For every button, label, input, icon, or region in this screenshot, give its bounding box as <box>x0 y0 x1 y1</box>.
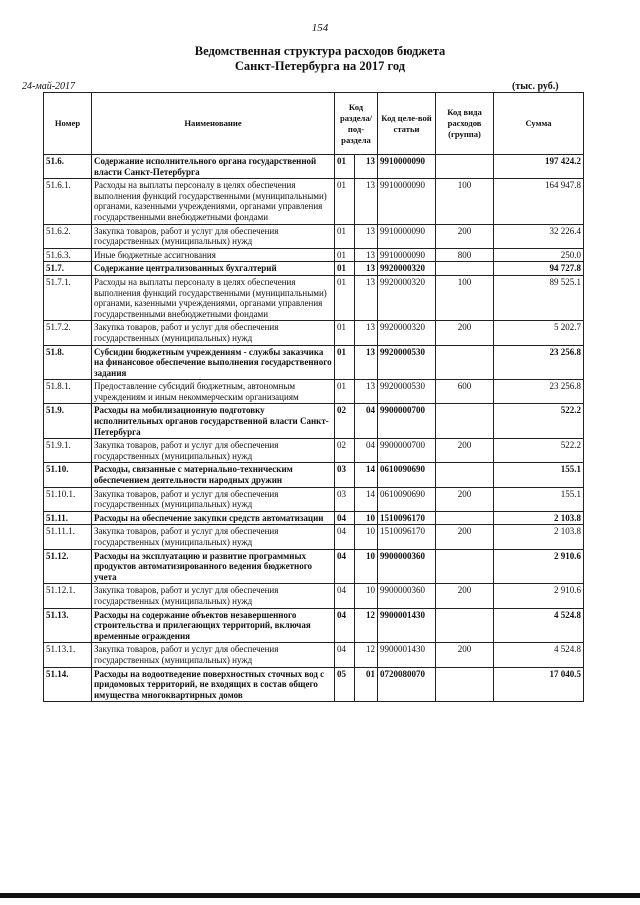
cell-section: 01 <box>335 179 355 224</box>
cell-sum: 5 202.7 <box>494 321 584 345</box>
cell-name: Закупка товаров, работ и услуг для обеспечения государственных (муниципальных) нужд <box>92 321 335 345</box>
cell-target: 9920000320 <box>378 262 436 276</box>
header-sum: Сумма <box>494 93 584 155</box>
cell-number: 51.7.1. <box>44 275 92 320</box>
cell-number: 51.13. <box>44 608 92 643</box>
cell-number: 51.6.2. <box>44 224 92 248</box>
cell-section: 01 <box>335 224 355 248</box>
cell-number: 51.8.1. <box>44 380 92 404</box>
cell-expense-type: 200 <box>436 439 494 463</box>
cell-name: Предоставление субсидий бюджетным, автономным учреждениям и иным некоммерческим организациям <box>92 380 335 404</box>
cell-subsection: 13 <box>355 275 378 320</box>
cell-expense-type: 200 <box>436 321 494 345</box>
cell-number: 51.12.1. <box>44 584 92 608</box>
cell-subsection: 10 <box>355 511 378 525</box>
table-row <box>44 404 584 439</box>
cell-subsection: 10 <box>355 525 378 549</box>
cell-target: 9910000090 <box>378 179 436 224</box>
cell-subsection: 13 <box>355 345 378 380</box>
header-target: Код целе-вой статьи <box>378 93 436 155</box>
cell-sum: 522.2 <box>494 404 584 439</box>
cell-section: 01 <box>335 155 355 179</box>
cell-sum: 2 103.8 <box>494 525 584 549</box>
table-row <box>44 511 584 525</box>
cell-name: Расходы на выплаты персоналу в целях обеспечения выполнения функций государственными (муниципальными) органами, казенными учреждениями, органами управления государственными внебюджетными фондами <box>92 179 335 224</box>
header-expense-type: Код вида расходов (группа) <box>436 93 494 155</box>
cell-expense-type <box>436 463 494 487</box>
cell-subsection: 13 <box>355 224 378 248</box>
cell-subsection: 14 <box>355 487 378 511</box>
cell-name: Закупка товаров, работ и услуг для обеспечения государственных (муниципальных) нужд <box>92 584 335 608</box>
cell-expense-type <box>436 511 494 525</box>
cell-sum: 522.2 <box>494 439 584 463</box>
title-line-2: Санкт-Петербурга на 2017 год <box>234 59 406 73</box>
cell-sum: 17 040.5 <box>494 667 584 702</box>
title-line-1: Ведомственная структура расходов бюджета <box>194 44 446 58</box>
cell-sum: 164 947.8 <box>494 179 584 224</box>
table-row <box>44 525 584 549</box>
table-row <box>44 549 584 584</box>
cell-target: 9900000700 <box>378 439 436 463</box>
cell-target: 1510096170 <box>378 525 436 549</box>
table-row <box>44 345 584 380</box>
table-row <box>44 380 584 404</box>
cell-target: 9900000360 <box>378 549 436 584</box>
table-row <box>44 463 584 487</box>
cell-section: 01 <box>335 345 355 380</box>
cell-subsection: 10 <box>355 584 378 608</box>
cell-expense-type <box>436 667 494 702</box>
table-header-row <box>44 93 584 155</box>
cell-name: Расходы, связанные с материально-техническим обеспечением деятельности народных дружин <box>92 463 335 487</box>
cell-target: 1510096170 <box>378 511 436 525</box>
cell-sum: 4 524.8 <box>494 608 584 643</box>
cell-target: 9920000530 <box>378 345 436 380</box>
cell-section: 04 <box>335 511 355 525</box>
cell-section: 04 <box>335 643 355 667</box>
cell-section: 01 <box>335 248 355 262</box>
cell-section: 04 <box>335 584 355 608</box>
cell-section: 05 <box>335 667 355 702</box>
cell-expense-type: 200 <box>436 224 494 248</box>
cell-section: 04 <box>335 525 355 549</box>
cell-number: 51.12. <box>44 549 92 584</box>
page-number: 154 <box>311 22 329 34</box>
cell-subsection: 13 <box>355 380 378 404</box>
cell-name: Содержание исполнительного органа государственной власти Санкт-Петербурга <box>92 155 335 179</box>
cell-name: Закупка товаров, работ и услуг для обеспечения государственных (муниципальных) нужд <box>92 525 335 549</box>
cell-target: 0610090690 <box>378 487 436 511</box>
cell-sum: 250.0 <box>494 248 584 262</box>
table-row <box>44 584 584 608</box>
cell-sum: 94 727.8 <box>494 262 584 276</box>
header-section: Код раздела/ под-раздела <box>335 93 378 155</box>
cell-number: 51.7. <box>44 262 92 276</box>
cell-expense-type: 200 <box>436 525 494 549</box>
cell-expense-type: 800 <box>436 248 494 262</box>
cell-subsection: 13 <box>355 262 378 276</box>
cell-subsection: 04 <box>355 404 378 439</box>
cell-name: Расходы на водоотведение поверхностных сточных вод с придомовых территорий, не входящих в состав общего имущества многоквартирных домов <box>92 667 335 702</box>
cell-target: 9920000320 <box>378 275 436 320</box>
cell-number: 51.10.1. <box>44 487 92 511</box>
cell-expense-type <box>436 155 494 179</box>
table-row <box>44 487 584 511</box>
cell-name: Расходы на содержание объектов незавершенного строительства и прилегающих территорий, включая временные ограждения <box>92 608 335 643</box>
cell-section: 04 <box>335 549 355 584</box>
cell-section: 04 <box>335 608 355 643</box>
cell-number: 51.9. <box>44 404 92 439</box>
cell-expense-type <box>436 404 494 439</box>
cell-target: 0610090690 <box>378 463 436 487</box>
cell-name: Закупка товаров, работ и услуг для обеспечения государственных (муниципальных) нужд <box>92 643 335 667</box>
cell-number: 51.6.1. <box>44 179 92 224</box>
document-date: 24-май-2017 <box>22 81 76 92</box>
page-bottom-rule <box>0 893 640 898</box>
cell-number: 51.14. <box>44 667 92 702</box>
cell-sum: 32 226.4 <box>494 224 584 248</box>
cell-sum: 2 910.6 <box>494 549 584 584</box>
table-row <box>44 439 584 463</box>
cell-subsection: 13 <box>355 179 378 224</box>
cell-section: 01 <box>335 262 355 276</box>
cell-sum: 2 103.8 <box>494 511 584 525</box>
cell-subsection: 10 <box>355 549 378 584</box>
table-row <box>44 155 584 179</box>
table-row <box>44 262 584 276</box>
table-row <box>44 248 584 262</box>
cell-number: 51.6.3. <box>44 248 92 262</box>
cell-section: 01 <box>335 380 355 404</box>
cell-number: 51.13.1. <box>44 643 92 667</box>
cell-expense-type: 200 <box>436 487 494 511</box>
cell-number: 51.10. <box>44 463 92 487</box>
cell-expense-type <box>436 549 494 584</box>
cell-name: Закупка товаров, работ и услуг для обеспечения государственных (муниципальных) нужд <box>92 439 335 463</box>
cell-section: 03 <box>335 463 355 487</box>
cell-name: Закупка товаров, работ и услуг для обеспечения государственных (муниципальных) нужд <box>92 224 335 248</box>
table-row <box>44 667 584 702</box>
cell-expense-type <box>436 345 494 380</box>
cell-sum: 4 524.8 <box>494 643 584 667</box>
cell-target: 0720080070 <box>378 667 436 702</box>
cell-number: 51.8. <box>44 345 92 380</box>
cell-name: Закупка товаров, работ и услуг для обеспечения государственных (муниципальных) нужд <box>92 487 335 511</box>
header-name: Наименование <box>92 93 335 155</box>
cell-subsection: 12 <box>355 643 378 667</box>
cell-sum: 2 910.6 <box>494 584 584 608</box>
cell-sum: 89 525.1 <box>494 275 584 320</box>
cell-number: 51.9.1. <box>44 439 92 463</box>
cell-target: 9910000090 <box>378 248 436 262</box>
cell-name: Иные бюджетные ассигнования <box>92 248 335 262</box>
cell-subsection: 14 <box>355 463 378 487</box>
cell-subsection: 01 <box>355 667 378 702</box>
table-row <box>44 608 584 643</box>
cell-target: 9900001430 <box>378 608 436 643</box>
cell-number: 51.7.2. <box>44 321 92 345</box>
cell-sum: 155.1 <box>494 463 584 487</box>
cell-name: Расходы на мобилизационную подготовку исполнительных органов государственной власти Санкт-Петербурга <box>92 404 335 439</box>
cell-section: 01 <box>335 321 355 345</box>
cell-sum: 23 256.8 <box>494 345 584 380</box>
cell-expense-type: 100 <box>436 179 494 224</box>
cell-section: 01 <box>335 275 355 320</box>
table-body <box>44 155 584 702</box>
cell-subsection: 04 <box>355 439 378 463</box>
cell-number: 51.6. <box>44 155 92 179</box>
cell-sum: 155.1 <box>494 487 584 511</box>
cell-target: 9910000090 <box>378 224 436 248</box>
cell-expense-type <box>436 262 494 276</box>
cell-section: 02 <box>335 404 355 439</box>
cell-name: Расходы на выплаты персоналу в целях обеспечения выполнения функций государственными (муниципальными) органами, казенными учреждениями, органами управления государственными внебюджетными фондами <box>92 275 335 320</box>
cell-name: Расходы на эксплуатацию и развитие программных продуктов автоматизированного ведения бюджетного учета <box>92 549 335 584</box>
cell-expense-type <box>436 608 494 643</box>
cell-subsection: 13 <box>355 321 378 345</box>
cell-expense-type: 100 <box>436 275 494 320</box>
table-row <box>44 643 584 667</box>
cell-name: Расходы на обеспечение закупки средств автоматизации <box>92 511 335 525</box>
cell-sum: 197 424.2 <box>494 155 584 179</box>
cell-expense-type: 200 <box>436 584 494 608</box>
cell-section: 03 <box>335 487 355 511</box>
cell-subsection: 13 <box>355 155 378 179</box>
cell-sum: 23 256.8 <box>494 380 584 404</box>
document-title <box>0 44 640 74</box>
cell-name: Содержание централизованных бухгалтерий <box>92 262 335 276</box>
header-number: Номер <box>44 93 92 155</box>
cell-subsection: 12 <box>355 608 378 643</box>
cell-target: 9900000700 <box>378 404 436 439</box>
budget-table <box>43 92 584 702</box>
cell-number: 51.11. <box>44 511 92 525</box>
cell-expense-type: 600 <box>436 380 494 404</box>
table-row <box>44 321 584 345</box>
cell-target: 9920000530 <box>378 380 436 404</box>
table-row <box>44 224 584 248</box>
table-row <box>44 275 584 320</box>
cell-name: Субсидии бюджетным учреждениям - службы заказчика на финансовое обеспечение выполнения государственного задания <box>92 345 335 380</box>
units-label: (тыс. руб.) <box>512 81 559 92</box>
table-row <box>44 179 584 224</box>
cell-expense-type: 200 <box>436 643 494 667</box>
cell-subsection: 13 <box>355 248 378 262</box>
cell-target: 9920000320 <box>378 321 436 345</box>
cell-target: 9900000360 <box>378 584 436 608</box>
cell-target: 9900001430 <box>378 643 436 667</box>
cell-target: 9910000090 <box>378 155 436 179</box>
cell-number: 51.11.1. <box>44 525 92 549</box>
cell-section: 02 <box>335 439 355 463</box>
